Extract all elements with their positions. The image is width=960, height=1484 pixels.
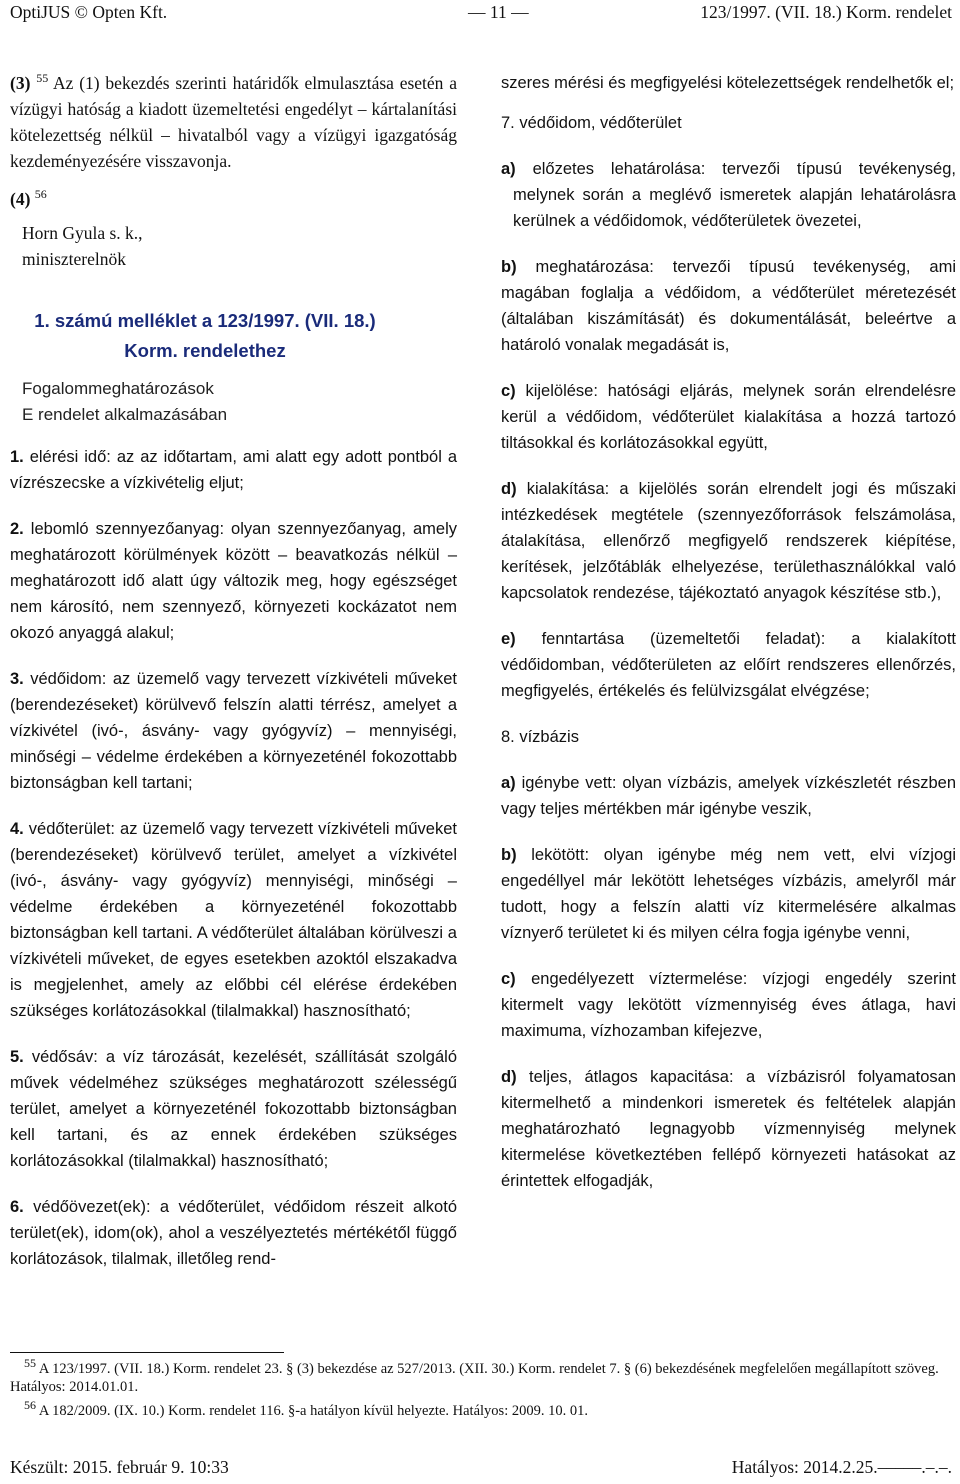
paragraph-3-number: (3) (10, 73, 31, 93)
item-8b-text: lekötött: olyan igénybe még nem vett, elvi vízjogi engedéllyel már lekötött lehetséges vízbázis, amelyről már tudott, hogy a felszín alatti víz kitermelésére alkalmas víznyerő területet ki és milyen célra fogja igénybe venni, (501, 846, 956, 942)
definition-6-number: 6. (10, 1198, 24, 1216)
definition-8a (501, 770, 956, 822)
definition-1-text: elérési idő: az az időtartam, ami alatt egy adott pontból a vízrészecske a vízkivételig eljut; (10, 448, 457, 492)
definition-7-heading: 7. védőidom, védőterület (501, 114, 682, 132)
footnote-55-marker: 55 (24, 1356, 36, 1371)
footnote-separator (10, 1352, 284, 1353)
item-c-label: c) (501, 382, 516, 400)
annex-subtitle: Fogalommeghatározások (22, 379, 214, 398)
created-date: Készült: 2015. február 9. 10:33 (10, 1457, 229, 1477)
footnote-56 (10, 1398, 956, 1420)
item-8a-text: igénybe vett: olyan vízbázis, amelyek vízkészletét részben vagy teljes mértékben már igénybe veszik, (501, 774, 956, 818)
definition-2-number: 2. (10, 520, 24, 538)
definition-8-heading: 8. vízbázis (501, 728, 579, 746)
item-e-text: fenntartása (üzemeltetői feladat): a kialakított védőidomban, védőterületen az előírt rendszeres ellenőrzés, megfigyelés, értékelés és felülvizsgálat elvégzése; (501, 630, 956, 700)
item-c-text: kijelölése: hatósági eljárás, melynek során elrendelésre kerül a védőidom, védőterület kialakítása a hozzá tartozó tiltásokkal és korlátozásokkal együtt, (501, 382, 956, 452)
definition-7e (501, 626, 956, 704)
definition-6-continued: szeres mérési és megfigyelési kötelezettségek rendelhetők el; (501, 74, 955, 92)
document-title: 123/1997. (VII. 18.) Korm. rendelet (700, 2, 952, 22)
definition-4-text: védőterület: az üzemelő vagy tervezett vízkivételi műveket (berendezéseket) körülvevő terület, amelyet a vízkivétel (ivó-, ásvány- vagy gyógyvíz) mennyiségi, minőségi – védelme érdekében a környezeténél fokozottabb biztonságban kell tartani. A védőterület általában körülveszi a vízkivételi műveket, de egyes esetekben azoktól elszakadva is megjelenhet, amely az előbbi cél elérése érdekében szükséges korlátozásokkal (tilalmakkal) hasznosítható; (10, 820, 457, 1020)
footnote-55 (10, 1356, 956, 1396)
definition-8c (501, 966, 956, 1044)
item-8d-text: teljes, átlagos kapacitása: a vízbázisról folyamatosan kitermelhető a mindenkori ismeretek és feltételek alapján meghatározható legnagyobb vízmennyiség melynek kitermelése következtében fellépő környezeti hatásokat az érintettek elfogadják, (501, 1068, 956, 1190)
item-b-text: meghatározása: tervezői típusú tevékenység, ami magában foglalja a védőidom, a védőterület méretezését (általában kiszámítását) és dokumentálását, beleértve a határoló vonalak megadását is, (501, 258, 956, 354)
signer-title: miniszterelnök (22, 249, 127, 269)
item-a-label: a) (501, 160, 516, 178)
definition-7d (501, 476, 956, 606)
footnote-55-text: A 123/1997. (VII. 18.) Korm. rendelet 23. § (3) bekezdése az 527/2013. (XII. 30.) Korm. rendelet 7. § (6) bekezdésének megfelelően megállapított szöveg. Hatályos: 2014.01.01. (10, 1361, 939, 1395)
definition-3-number: 3. (10, 670, 24, 688)
definition-5-text: védősáv: a víz tározását, kezelését, szállítását szolgáló művek védelméhez szükséges meghatározott szélességű terület, amelyet a környezeténél fokozottabb biztonságban kell tartani, és az ennek érdekében szükséges korlátozásokkal (tilalmakkal) hasznosítható; (10, 1048, 457, 1170)
footnote-ref-55[interactable]: 55 (36, 71, 49, 86)
effective-date: Hatályos: 2014.2.25.–––––.–.–. (731, 1457, 952, 1477)
item-8d-label: d) (501, 1068, 517, 1086)
definition-7b (501, 254, 956, 358)
paragraph-4-number: (4) (10, 189, 31, 209)
annex-scope: E rendelet alkalmazásában (22, 405, 228, 424)
annex-title: 1. számú melléklet a 123/1997. (VII. 18.) Korm. rendelethez (34, 310, 376, 361)
definition-8d (501, 1064, 956, 1194)
definition-1 (10, 444, 457, 496)
left-column (10, 70, 457, 1272)
definition-6 (10, 1194, 457, 1272)
definition-1-number: 1. (10, 448, 24, 466)
item-8c-label: c) (501, 970, 516, 988)
definition-3-text: védőidom: az üzemelő vagy tervezett vízkivételi műveket (berendezéseket) körülvevő felszín alatti térrész, amelyet a vízkivétel (ivó-, ásvány- vagy gyógyvíz) – mennyiségi, minőségi – védelme érdekében a környezeténél fokozottabb biztonságban kell tartani; (10, 670, 457, 792)
item-d-label: d) (501, 480, 517, 498)
paragraph-3 (10, 70, 457, 174)
item-b-label: b) (501, 258, 517, 276)
item-d-text: kialakítása: a kijelölés során elrendelt jogi és műszaki intézkedések megtétele (szennyezőforrások felszámolása, átalakítása, ellenőrző megfigyelő rendszerek kiépítése, kerítések, jelzőtáblák elhelyezése, területhasználókkal való kapcsolatok rendezése, tájékoztató anyagok készítése stb.), (501, 480, 956, 602)
page-header (10, 0, 952, 24)
page-footer (10, 1455, 952, 1479)
definition-7c (501, 378, 956, 456)
publisher-label: OptiJUS © Opten Kft. (10, 2, 168, 22)
right-column (501, 70, 956, 1194)
definition-7a (501, 156, 956, 234)
definition-5-number: 5. (10, 1048, 24, 1066)
item-8a-label: a) (501, 774, 516, 792)
footnote-ref-56[interactable]: 56 (34, 187, 47, 202)
definition-2-text: lebomló szennyezőanyag: olyan szennyezőanyag, amely meghatározott körülmények között – beavatkozás nélkül – meghatározott idő alatt úgy változik meg, hogy egészséget nem károsító, nem szennyező, környezeti kockázatot nem okozó anyaggá alakul; (10, 520, 457, 642)
definition-2 (10, 516, 457, 646)
page-number: — 11 — (468, 2, 529, 22)
definition-8b (501, 842, 956, 946)
paragraph-3-text: Az (1) bekezdés szerinti határidők elmulasztása esetén a vízügyi hatóság a kiadott üzemeltetési engedélyt – kártalanítási kötelezettség nélkül – hivatalból vagy a vízügyi igazgatóság kezdeményezésére visszavonja. (10, 73, 457, 171)
footnote-56-text: A 182/2009. (IX. 10.) Korm. rendelet 116. §-a hatályon kívül helyezte. Hatályos: 2009. 10. 01. (38, 1403, 588, 1419)
definition-3 (10, 666, 457, 796)
item-8c-text: engedélyezett víztermelése: vízjogi engedély szerint kitermelt vagy lekötött vízmennyiség éves átlaga, havi maximuma, vízhozamban kifejezve, (501, 970, 956, 1040)
footnote-56-marker: 56 (24, 1398, 36, 1413)
item-e-label: e) (501, 630, 516, 648)
item-8b-label: b) (501, 846, 517, 864)
definition-4-number: 4. (10, 820, 24, 838)
definition-5 (10, 1044, 457, 1174)
paragraph-4 (10, 186, 457, 212)
signer-name: Horn Gyula s. k., (22, 223, 143, 243)
definition-4 (10, 816, 457, 1024)
item-a-text: előzetes lehatárolása: tervezői típusú tevékenység, melynek során a meglévő ismeretek alapján lehatárolásra kerülnek a védőidomok, védőterületek övezetei, (513, 160, 956, 230)
definition-6-text: védőövezet(ek): a védőterület, védőidom részeit alkotó terület(ek), idom(ok), ahol a veszélyeztetés mértékétől függő korlátozások, tilalmak, illetőleg rend- (10, 1198, 457, 1268)
